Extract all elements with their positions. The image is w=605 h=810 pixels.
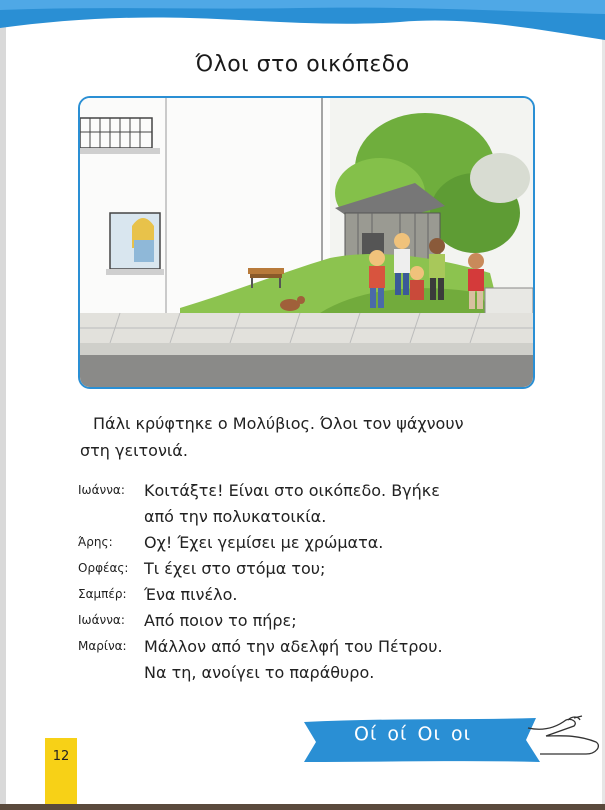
dialogue-row: [78, 478, 538, 530]
dialogue-line: Κοιτάξτε! Είναι στο οικόπεδο. Βγήκε: [144, 481, 440, 500]
dialogue-row: [78, 634, 538, 686]
dialogue-list: [78, 478, 538, 686]
intro-line-1: Πάλι κρύφτηκε ο Μολύβιος. Όλοι τον ψάχνουν: [93, 414, 464, 433]
page-number: 12: [52, 749, 70, 764]
intro-line-2: στη γειτονιά.: [80, 441, 188, 460]
page-number-tab: [45, 738, 77, 810]
page-bottom-edge: [0, 804, 605, 810]
intro-paragraph: [80, 410, 520, 464]
dialogue-row: [78, 530, 538, 556]
speaker-name: Ιωάννα:: [78, 483, 125, 497]
dialogue-row: [78, 556, 538, 582]
speaker-name: Ιωάννα:: [78, 613, 125, 627]
dialogue-row: [78, 608, 538, 634]
dialogue-line: Οχ! Έχει γεμίσει με χρώματα.: [144, 533, 384, 552]
banner-letters: Οί οί Οι οι: [354, 723, 471, 745]
dialogue-line: Ένα πινέλο.: [144, 585, 238, 604]
dialogue-line: Τι έχει στο στόμα του;: [144, 559, 326, 578]
speaker-name: Ορφέας:: [78, 561, 129, 575]
scene-drawing: [80, 98, 533, 387]
illustration-neighborhood-lot: [78, 96, 535, 389]
dialogue-row: [78, 582, 538, 608]
speaker-name: Μαρίνα:: [78, 639, 127, 653]
dialogue-line-continued: από την πολυκατοικία.: [144, 507, 327, 526]
dialogue-line: Μάλλον από την αδελφή του Πέτρου.: [144, 637, 443, 656]
speaker-name: Σαμπέρ:: [78, 587, 127, 601]
top-blue-band: [0, 0, 605, 40]
page-title: Όλοι στο οικόπεδο: [195, 52, 410, 77]
page-left-edge: [0, 0, 6, 810]
dialogue-line-continued: Να τη, ανοίγει το παράθυρο.: [144, 663, 375, 682]
dialogue-line: Από ποιον το πήρε;: [144, 611, 297, 630]
speaker-name: Άρης:: [78, 535, 113, 549]
